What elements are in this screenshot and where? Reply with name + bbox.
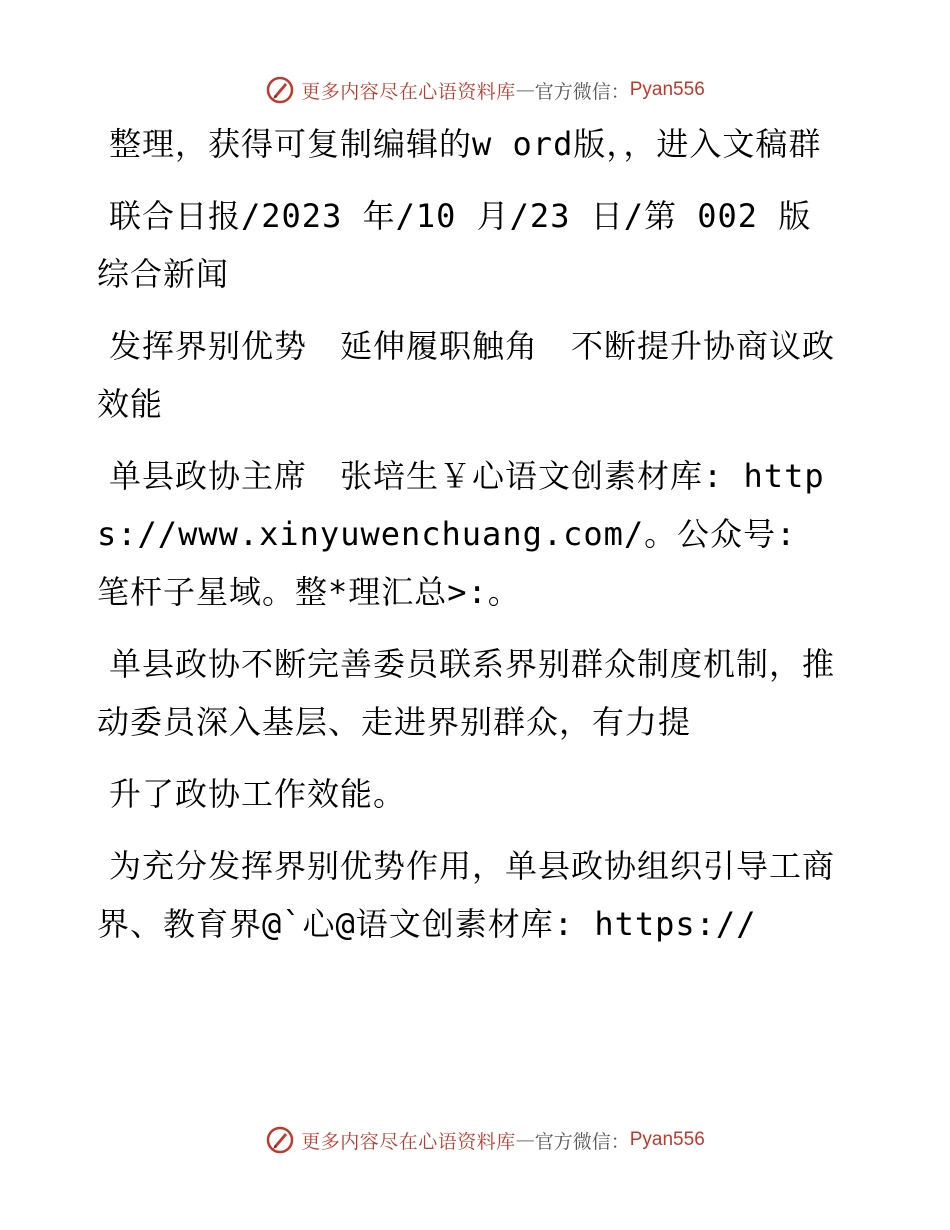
quill-circle-icon [265,75,295,105]
paragraph-5: 单县政协不断完善委员联系界别群众制度机制，推动委员深入基层、走进界别群众，有力提 [97,645,836,741]
paragraph-6: 升了政协工作效能。 [109,775,407,813]
paragraph-7: 为充分发挥界别优势作用，单县政协组织引导工商界、教育界@`心@语文创素材库: https:// [97,847,836,943]
footer-brand-text: 更多内容尽在心语资料库 [301,1130,516,1153]
header-banner [0,70,950,110]
paragraph-4: 单县政协主席 张培生￥心语文创素材库: https://www.xinyuwenchuang.com/。公众号: 笔杆子星域。整*理汇总>:。 [97,457,825,611]
footer-banner [0,1120,950,1160]
header-wechat-id: Pyan556 [629,79,705,100]
document-body [97,115,837,967]
header-separator: — [515,79,535,101]
header-banner-inner [265,75,705,105]
footer-wechat-label: 官方微信： [534,1130,630,1153]
footer-wechat-id: Pyan556 [629,1129,705,1150]
paragraph-1: 整理，获得可复制编辑的w ord版，，进入文稿群 [109,125,822,163]
header-brand-text: 更多内容尽在心语资料库 [301,80,516,103]
paragraph-3: 发挥界别优势 延伸履职触角 不断提升协商议政效能 [97,327,836,423]
header-wechat-label: 官方微信： [534,80,630,103]
quill-circle-icon [265,1125,295,1155]
footer-separator: — [515,1129,535,1151]
paragraph-2: 联合日报/2023 年/10 月/23 日/第 002 版综合新闻 [97,197,812,293]
footer-banner-inner [265,1125,705,1155]
